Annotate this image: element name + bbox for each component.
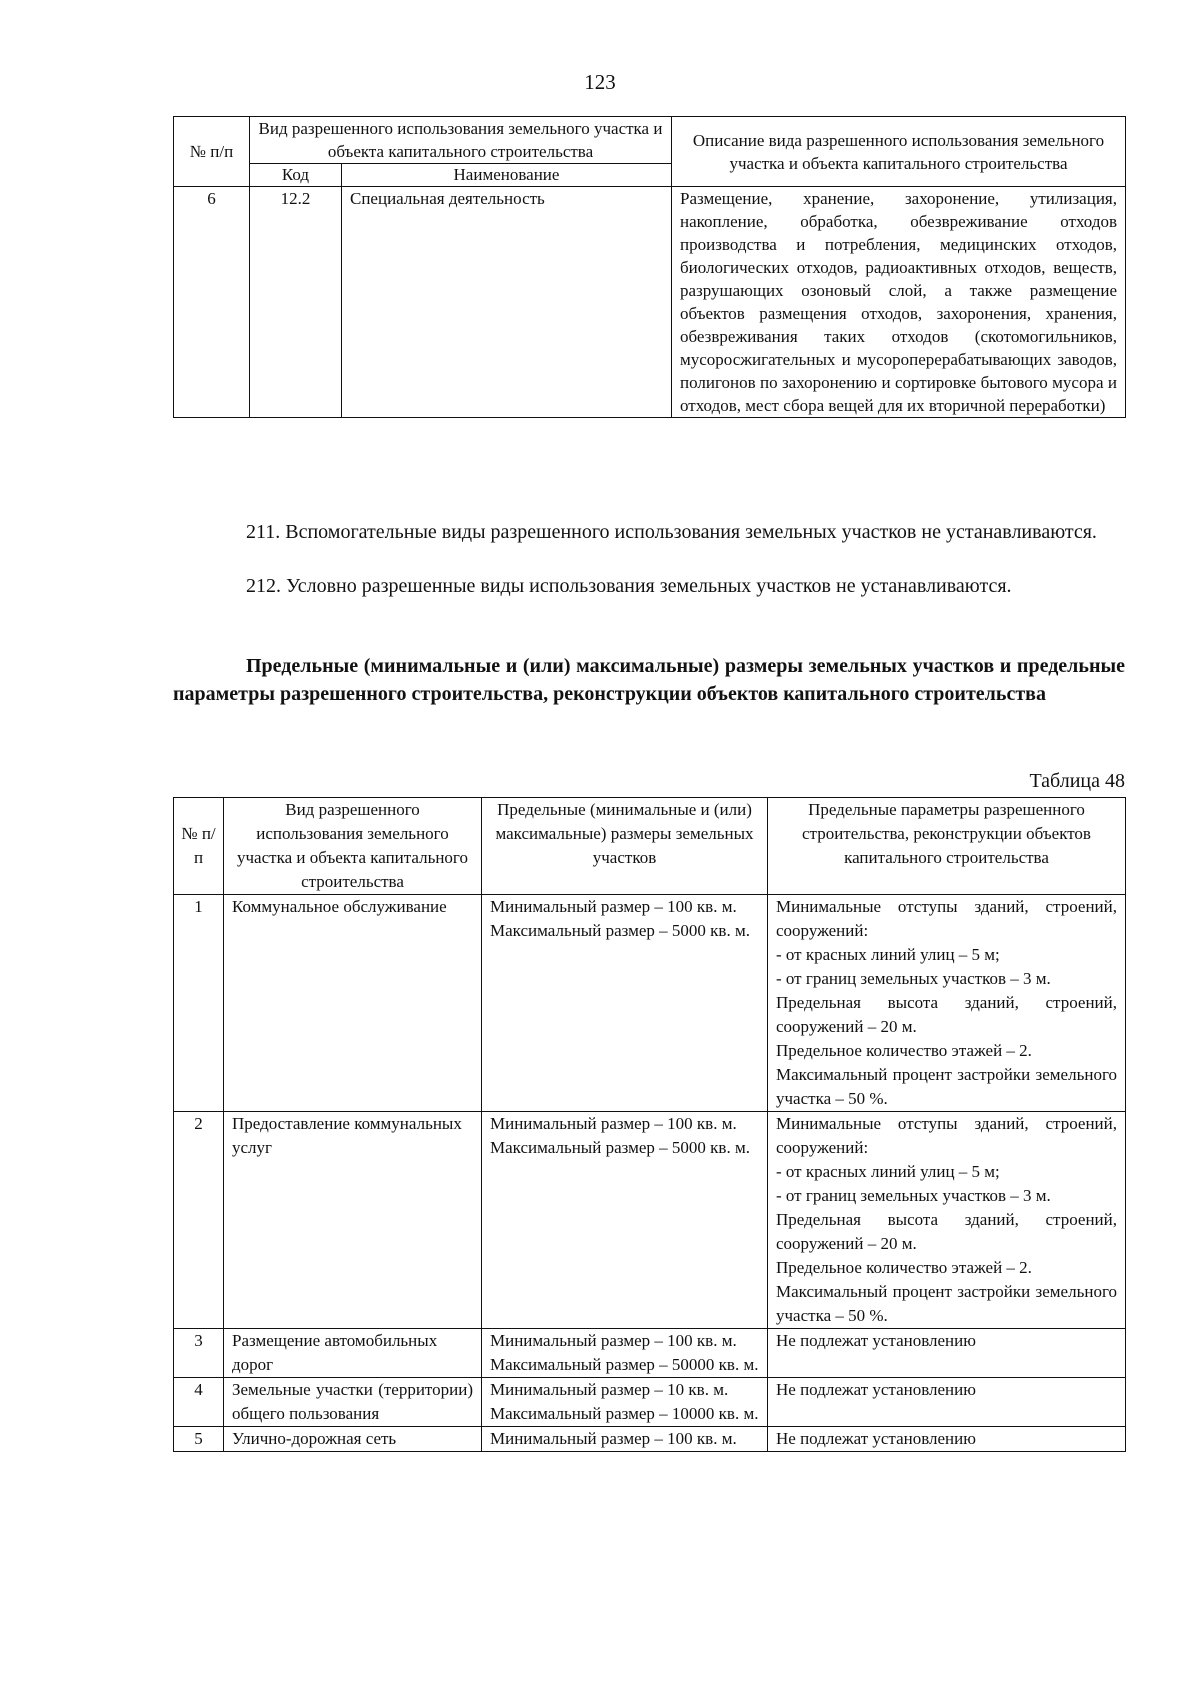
header-num: № п/п — [174, 117, 250, 187]
header-kind: Вид разрешенного использования земельного участка и объекта капитального строительства — [250, 117, 672, 164]
param-line: - от границ земельных участков – 3 м. — [776, 1186, 1051, 1205]
table-row — [174, 895, 1126, 1112]
row-num: 4 — [174, 1378, 224, 1427]
row-num: 6 — [174, 187, 250, 418]
row-sizes — [482, 1112, 768, 1329]
param-line: Не подлежат установлению — [776, 1380, 976, 1399]
row-kind: Коммунальное обслуживание — [224, 895, 482, 1112]
min-size: Минимальный размер – 10 кв. м. — [490, 1380, 729, 1399]
row-kind: Земельные участки (территории) общего пользования — [224, 1378, 482, 1427]
row-kind: Размещение автомобильных дорог — [224, 1329, 482, 1378]
row-num: 1 — [174, 895, 224, 1112]
param-line: - от красных линий улиц – 5 м; — [776, 945, 1000, 964]
table-row — [174, 1378, 1126, 1427]
row-sizes — [482, 1378, 768, 1427]
min-size: Минимальный размер – 100 кв. м. — [490, 897, 737, 916]
row-kind: Улично-дорожная сеть — [224, 1427, 482, 1452]
row-name: Специальная деятельность — [342, 187, 672, 418]
paragraph-212: 212. Условно разрешенные виды использования земельных участков не устанавливаются. — [246, 575, 1012, 597]
row-params — [768, 1112, 1126, 1329]
row-num: 5 — [174, 1427, 224, 1452]
param-line: Не подлежат установлению — [776, 1331, 976, 1350]
param-line: Не подлежат установлению — [776, 1429, 976, 1448]
table-row — [174, 1427, 1126, 1452]
param-line: Максимальный процент застройки земельного участка – 50 %. — [776, 1282, 1117, 1325]
max-size: Максимальный размер – 50000 кв. м. — [490, 1355, 759, 1374]
header-kind: Вид разрешенного использования земельного участка и объекта капитального строительства — [224, 798, 482, 895]
row-kind: Предоставление коммунальных услуг — [224, 1112, 482, 1329]
min-size: Минимальный размер – 100 кв. м. — [490, 1114, 737, 1133]
section-heading: Предельные (минимальные и (или) максимальные) размеры земельных участков и предельные параметры разрешенного строительства, реконструкции объектов капитального строительства — [173, 655, 1125, 705]
max-size: Максимальный размер – 5000 кв. м. — [490, 921, 750, 940]
max-size: Максимальный размер – 10000 кв. м. — [490, 1404, 759, 1423]
header-name: Наименование — [342, 164, 672, 187]
param-line: Предельная высота зданий, строений, сооружений – 20 м. — [776, 1210, 1117, 1253]
limits-table — [173, 797, 1126, 1452]
row-num: 3 — [174, 1329, 224, 1378]
param-line: Предельная высота зданий, строений, сооружений – 20 м. — [776, 993, 1117, 1036]
param-line: - от границ земельных участков – 3 м. — [776, 969, 1051, 988]
page-number: 123 — [584, 70, 616, 94]
row-params — [768, 895, 1126, 1112]
min-size: Минимальный размер – 100 кв. м. — [490, 1429, 737, 1448]
permitted-use-table — [173, 116, 1126, 418]
row-params — [768, 1427, 1126, 1452]
header-sizes: Предельные (минимальные и (или) максимальные) размеры земельных участков — [482, 798, 768, 895]
table-row — [174, 1329, 1126, 1378]
param-line: - от красных линий улиц – 5 м; — [776, 1162, 1000, 1181]
table-row — [174, 187, 1126, 418]
row-description: Размещение, хранение, захоронение, утилизация, накопление, обработка, обезвреживание отходов производства и потребления, медицинских отходов, биологических отходов, радиоактивных отходов, веществ, разрушающих озоновый слой, а также размещение объектов размещения отходов, захоронения, хранения, обезвреживания таких отходов (скотомогильников, мусоросжигательных и мусороперерабатывающих заводов, полигонов по захоронению и сортировке бытового мусора и отходов, мест сбора вещей для их вторичной переработки) — [672, 187, 1126, 418]
table-row — [174, 1112, 1126, 1329]
param-line: Предельное количество этажей – 2. — [776, 1258, 1032, 1277]
max-size: Максимальный размер – 5000 кв. м. — [490, 1138, 750, 1157]
min-size: Минимальный размер – 100 кв. м. — [490, 1331, 737, 1350]
param-line: Предельное количество этажей – 2. — [776, 1041, 1032, 1060]
param-line: Минимальные отступы зданий, строений, сооружений: — [776, 1114, 1117, 1157]
header-params: Предельные параметры разрешенного строительства, реконструкции объектов капитального строительства — [768, 798, 1126, 895]
row-sizes — [482, 1427, 768, 1452]
table-caption: Таблица 48 — [1029, 770, 1125, 792]
row-sizes — [482, 1329, 768, 1378]
param-line: Минимальные отступы зданий, строений, сооружений: — [776, 897, 1117, 940]
header-num: № п/п — [174, 798, 224, 895]
row-params — [768, 1329, 1126, 1378]
header-code: Код — [250, 164, 342, 187]
paragraph-211: 211. Вспомогательные виды разрешенного использования земельных участков не устанавливаются. — [246, 521, 1097, 543]
row-params — [768, 1378, 1126, 1427]
row-num: 2 — [174, 1112, 224, 1329]
row-sizes — [482, 895, 768, 1112]
param-line: Максимальный процент застройки земельного участка – 50 %. — [776, 1065, 1117, 1108]
header-description: Описание вида разрешенного использования земельного участка и объекта капитального строительства — [672, 117, 1126, 187]
row-code: 12.2 — [250, 187, 342, 418]
